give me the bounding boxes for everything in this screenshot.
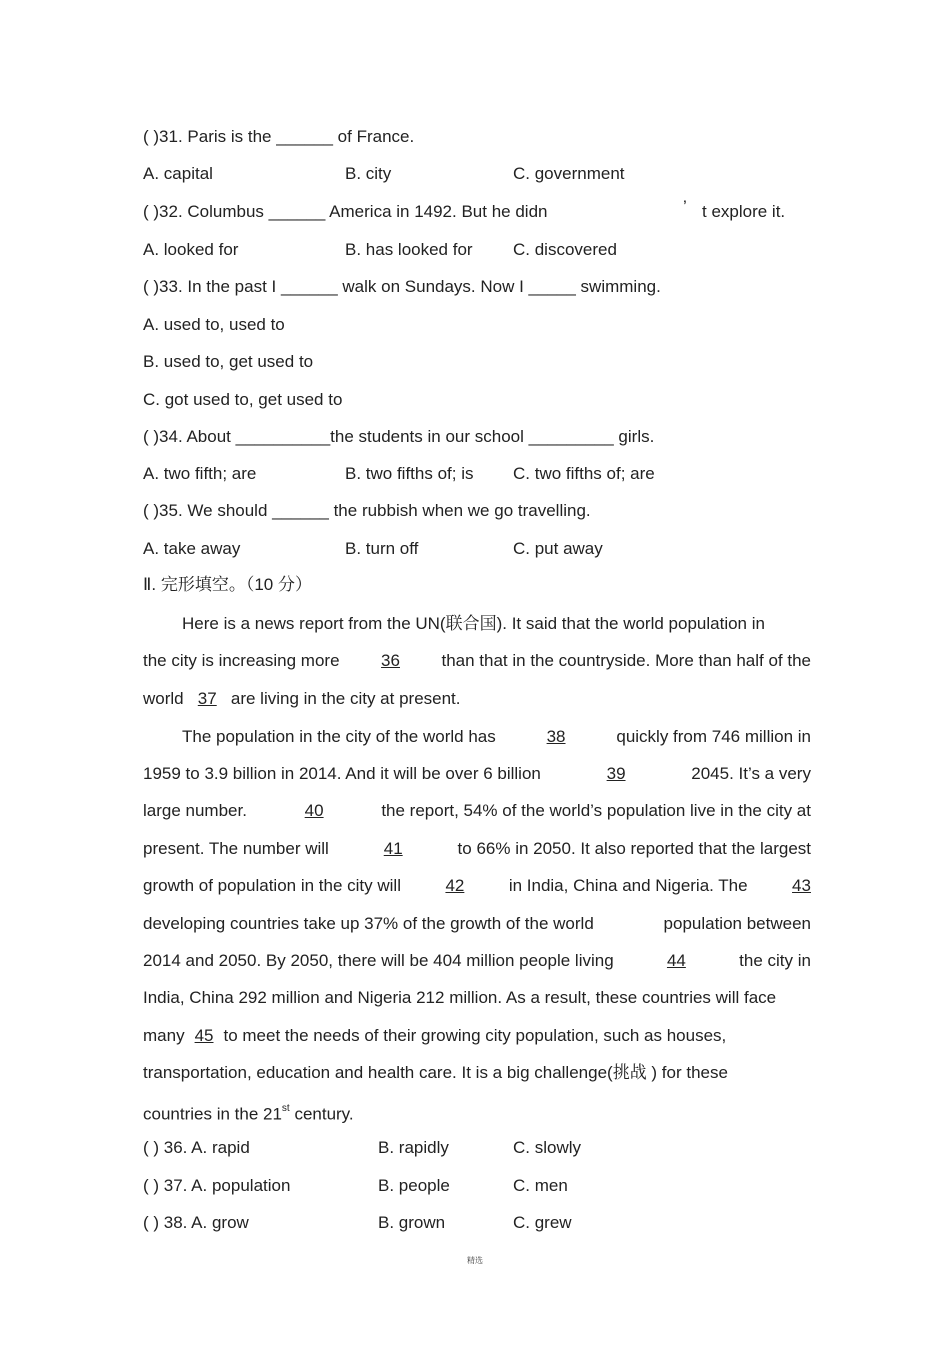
q31-option-a: A. capital <box>143 164 213 183</box>
question-31: ( )31. Paris is the ______ of France. <box>143 127 415 146</box>
passage-text: the city in <box>739 951 811 970</box>
passage-text: are living in the city at present. <box>230 689 461 708</box>
q37-option-c: C. men <box>513 1176 568 1195</box>
passage-text: the report, 54% of the world <box>381 801 591 820</box>
blank-37: 37 <box>197 689 217 708</box>
blank-43: 43 <box>792 876 811 895</box>
passage-text: population between <box>663 914 811 933</box>
q33-option-b: B. used to, get used to <box>143 352 314 371</box>
blank-39: 39 <box>606 764 626 783</box>
passage-text: world <box>143 689 184 708</box>
question-36: ( ) 36. A. rapid <box>143 1138 250 1157</box>
passage-text: than that in the countryside. More than half of the <box>441 651 811 670</box>
q33-option-a: A. used to, used to <box>143 315 285 334</box>
blank-38: 38 <box>546 727 566 746</box>
superscript: st <box>281 1103 290 1114</box>
q38-option-c: C. grew <box>513 1213 572 1232</box>
passage-text: to 66% in 2050. It also reported that the largest <box>457 839 811 858</box>
passage-text: quickly from 746 million in <box>616 727 811 746</box>
passage-line <box>143 1100 354 1126</box>
passage-text: century. <box>294 1104 354 1124</box>
passage-text: ’s a very <box>747 764 811 783</box>
passage-text: countries in the 21 <box>143 1104 282 1124</box>
passage-line <box>143 1025 811 1047</box>
blank-40: 40 <box>304 801 324 820</box>
question-35: ( )35. We should ______ the rubbish when we go travelling. <box>143 501 591 520</box>
q32-option-b: B. has looked for <box>345 240 473 259</box>
q32-stem-a: ( )32. Columbus ______ America in 1492. But he didn <box>143 202 548 221</box>
passage-text: 1959 to 3.9 billion in 2014. And it will be over 6 billion <box>143 764 541 783</box>
question-33: ( )33. In the past I ______ walk on Sundays. Now I _____ swimming. <box>143 277 661 296</box>
q34-option-c: C. two fifths of; are <box>513 464 655 483</box>
blank-42: 42 <box>445 876 465 895</box>
q32-apostrophe: ’ <box>683 197 687 216</box>
passage-line <box>143 950 811 972</box>
blank-44: 44 <box>666 951 686 970</box>
passage-line: India, China 292 million and Nigeria 212 million. As a result, these countries will face <box>143 988 777 1007</box>
page-footer: 精选 <box>467 1256 483 1265</box>
q33-option-c: C. got used to, get used to <box>143 390 343 409</box>
passage-line <box>143 688 461 710</box>
passage-text: present. The number will <box>143 839 329 858</box>
blank-45: 45 <box>194 1026 214 1045</box>
passage-text: large number. <box>143 801 247 820</box>
q38-option-b: B. grown <box>378 1213 446 1232</box>
passage-text: 2045. It <box>691 764 748 783</box>
q32-stem-b: t explore it. <box>702 202 786 221</box>
passage-line <box>143 800 811 822</box>
passage-line <box>143 875 811 897</box>
q32-option-c: C. discovered <box>513 240 617 259</box>
q34-option-a: A. two fifth; are <box>143 464 257 483</box>
blank-36: 36 <box>381 651 400 670</box>
q35-option-b: B. turn off <box>345 539 419 558</box>
passage-text: developing countries take up 37% of the growth of the world <box>143 914 594 933</box>
q31-option-b: B. city <box>345 164 392 183</box>
passage-text: to meet the needs of their growing city population, such as houses, <box>223 1026 727 1045</box>
blank-41: 41 <box>383 839 403 858</box>
passage-text: The population in the city of the world has <box>182 727 496 746</box>
passage-text: many <box>143 1026 185 1045</box>
q34-option-b: B. two fifths of; is <box>345 464 474 483</box>
passage-text: in India, China and Nigeria. The <box>508 876 748 895</box>
passage-line <box>182 726 811 748</box>
question-38: ( ) 38. A. grow <box>143 1213 249 1232</box>
q32-option-a: A. looked for <box>143 240 239 259</box>
q36-option-b: B. rapidly <box>378 1138 449 1157</box>
passage-line: transportation, education and health care. It is a big challenge(挑战 ) for these <box>143 1063 728 1082</box>
passage-line <box>143 650 811 672</box>
q31-option-c: C. government <box>513 164 625 183</box>
q35-option-c: C. put away <box>513 539 603 558</box>
question-37: ( ) 37. A. population <box>143 1176 291 1195</box>
q37-option-b: B. people <box>378 1176 450 1195</box>
passage-text: the city is increasing more <box>143 651 340 670</box>
passage-text: ’s population live in the city at <box>590 801 811 820</box>
passage-line: Here is a news report from the UN(联合国). It said that the world population in <box>182 614 765 633</box>
passage-line <box>143 838 811 860</box>
passage-text: 2014 and 2050. By 2050, there will be 404 million people living <box>143 951 614 970</box>
question-34: ( )34. About __________the students in our school _________ girls. <box>143 427 655 446</box>
q35-option-a: A. take away <box>143 539 241 558</box>
passage-line <box>143 763 811 785</box>
question-32 <box>143 201 547 223</box>
q36-option-c: C. slowly <box>513 1138 582 1157</box>
passage-text: growth of population in the city will <box>143 876 401 895</box>
passage-line <box>143 913 811 935</box>
section-heading-cloze: Ⅱ. 完形填空。（10 分） <box>143 575 312 594</box>
